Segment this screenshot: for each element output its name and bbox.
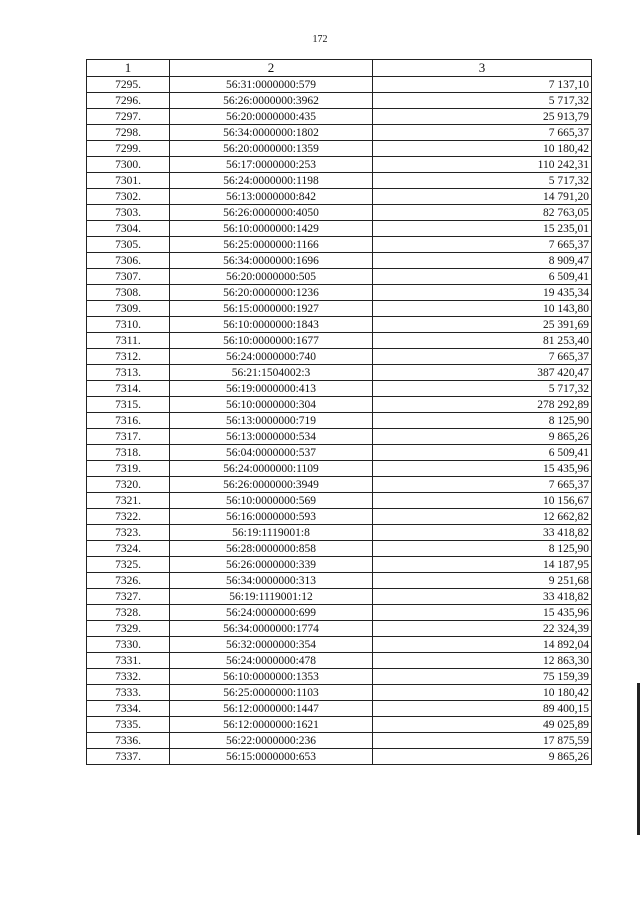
cadastral-number-cell: 56:34:0000000:1774 [170,621,373,637]
page-number: 172 [312,34,328,45]
row-number-cell: 7304. [87,221,170,237]
cadastral-number-cell: 56:12:0000000:1621 [170,717,373,733]
value-cell: 6 509,41 [373,269,592,285]
row-number-cell: 7312. [87,349,170,365]
value-cell: 8 125,90 [373,413,592,429]
cadastral-number-cell: 56:13:0000000:842 [170,189,373,205]
row-number-cell: 7295. [87,77,170,93]
table-row [87,381,592,397]
table-row [87,717,592,733]
table-row [87,621,592,637]
row-number-cell: 7305. [87,237,170,253]
cadastral-number-cell: 56:10:0000000:1429 [170,221,373,237]
cadastral-number-cell: 56:16:0000000:593 [170,509,373,525]
cadastral-number-cell: 56:20:0000000:435 [170,109,373,125]
table-row [87,397,592,413]
row-number-cell: 7313. [87,365,170,381]
value-cell: 9 865,26 [373,429,592,445]
cadastral-number-cell: 56:13:0000000:534 [170,429,373,445]
cadastral-number-cell: 56:10:0000000:569 [170,493,373,509]
cadastral-number-cell: 56:20:0000000:1236 [170,285,373,301]
value-cell: 8 909,47 [373,253,592,269]
table-row [87,173,592,189]
value-cell: 19 435,34 [373,285,592,301]
value-cell: 10 180,42 [373,685,592,701]
value-cell: 12 662,82 [373,509,592,525]
table-row [87,221,592,237]
row-number-cell: 7303. [87,205,170,221]
value-cell: 14 791,20 [373,189,592,205]
cadastral-number-cell: 56:17:0000000:253 [170,157,373,173]
column-header-2: 2 [170,60,373,77]
table-row [87,109,592,125]
value-cell: 33 418,82 [373,525,592,541]
row-number-cell: 7296. [87,93,170,109]
table-header-row [87,60,592,77]
row-number-cell: 7324. [87,541,170,557]
row-number-cell: 7331. [87,653,170,669]
cadastral-number-cell: 56:15:0000000:653 [170,749,373,765]
value-cell: 14 892,04 [373,637,592,653]
value-cell: 17 875,59 [373,733,592,749]
row-number-cell: 7334. [87,701,170,717]
table-row [87,525,592,541]
value-cell: 5 717,32 [373,93,592,109]
cadastral-number-cell: 56:25:0000000:1103 [170,685,373,701]
table-row [87,573,592,589]
row-number-cell: 7319. [87,461,170,477]
row-number-cell: 7318. [87,445,170,461]
row-number-cell: 7330. [87,637,170,653]
table-row [87,541,592,557]
table-row [87,493,592,509]
row-number-cell: 7307. [87,269,170,285]
value-cell: 10 180,42 [373,141,592,157]
row-number-cell: 7315. [87,397,170,413]
cadastral-number-cell: 56:19:0000000:413 [170,381,373,397]
cadastral-number-cell: 56:26:0000000:3949 [170,477,373,493]
table-row [87,253,592,269]
table-row [87,77,592,93]
cadastral-number-cell: 56:20:0000000:1359 [170,141,373,157]
row-number-cell: 7302. [87,189,170,205]
row-number-cell: 7333. [87,685,170,701]
row-number-cell: 7301. [87,173,170,189]
cadastral-number-cell: 56:32:0000000:354 [170,637,373,653]
column-header-1: 1 [87,60,170,77]
table-row [87,349,592,365]
value-cell: 22 324,39 [373,621,592,637]
row-number-cell: 7299. [87,141,170,157]
table-row [87,701,592,717]
table-row [87,189,592,205]
row-number-cell: 7328. [87,605,170,621]
cadastral-number-cell: 56:24:0000000:740 [170,349,373,365]
value-cell: 10 143,80 [373,301,592,317]
table-row [87,653,592,669]
cadastral-number-cell: 56:10:0000000:304 [170,397,373,413]
row-number-cell: 7337. [87,749,170,765]
cadastral-number-cell: 56:34:0000000:313 [170,573,373,589]
row-number-cell: 7335. [87,717,170,733]
table-row [87,477,592,493]
value-cell: 7 137,10 [373,77,592,93]
value-cell: 15 235,01 [373,221,592,237]
cadastral-number-cell: 56:12:0000000:1447 [170,701,373,717]
table-row [87,285,592,301]
table-row [87,365,592,381]
table-row [87,125,592,141]
value-cell: 25 391,69 [373,317,592,333]
cadastral-number-cell: 56:26:0000000:4050 [170,205,373,221]
value-cell: 75 159,39 [373,669,592,685]
value-cell: 7 665,37 [373,349,592,365]
value-cell: 14 187,95 [373,557,592,573]
value-cell: 110 242,31 [373,157,592,173]
table-row [87,413,592,429]
cadastral-number-cell: 56:24:0000000:1198 [170,173,373,189]
value-cell: 9 865,26 [373,749,592,765]
cadastral-number-cell: 56:13:0000000:719 [170,413,373,429]
cadastral-number-cell: 56:34:0000000:1802 [170,125,373,141]
row-number-cell: 7310. [87,317,170,333]
table-row [87,429,592,445]
row-number-cell: 7298. [87,125,170,141]
cadastral-number-cell: 56:20:0000000:505 [170,269,373,285]
table-row [87,301,592,317]
value-cell: 49 025,89 [373,717,592,733]
table-row [87,93,592,109]
cadastral-number-cell: 56:19:1119001:8 [170,525,373,541]
value-cell: 33 418,82 [373,589,592,605]
cadastral-number-cell: 56:25:0000000:1166 [170,237,373,253]
row-number-cell: 7325. [87,557,170,573]
table-row [87,141,592,157]
value-cell: 25 913,79 [373,109,592,125]
cadastral-number-cell: 56:24:0000000:1109 [170,461,373,477]
cadastral-number-cell: 56:28:0000000:858 [170,541,373,557]
value-cell: 89 400,15 [373,701,592,717]
row-number-cell: 7316. [87,413,170,429]
table-row [87,589,592,605]
table-row [87,237,592,253]
table-row [87,669,592,685]
value-cell: 15 435,96 [373,461,592,477]
row-number-cell: 7317. [87,429,170,445]
table-row [87,157,592,173]
row-number-cell: 7322. [87,509,170,525]
table-body [87,77,592,765]
table-row [87,205,592,221]
row-number-cell: 7327. [87,589,170,605]
cadastral-number-cell: 56:10:0000000:1843 [170,317,373,333]
value-cell: 278 292,89 [373,397,592,413]
value-cell: 6 509,41 [373,445,592,461]
cadastral-number-cell: 56:22:0000000:236 [170,733,373,749]
value-cell: 5 717,32 [373,173,592,189]
value-cell: 7 665,37 [373,237,592,253]
cadastral-number-cell: 56:19:1119001:12 [170,589,373,605]
value-cell: 12 863,30 [373,653,592,669]
row-number-cell: 7332. [87,669,170,685]
table-row [87,733,592,749]
table-row [87,333,592,349]
row-number-cell: 7308. [87,285,170,301]
value-cell: 387 420,47 [373,365,592,381]
value-cell: 81 253,40 [373,333,592,349]
row-number-cell: 7306. [87,253,170,269]
value-cell: 8 125,90 [373,541,592,557]
table-row [87,317,592,333]
cadastral-number-cell: 56:15:0000000:1927 [170,301,373,317]
table-row [87,509,592,525]
row-number-cell: 7300. [87,157,170,173]
row-number-cell: 7329. [87,621,170,637]
cadastral-number-cell: 56:10:0000000:1677 [170,333,373,349]
cadastral-number-cell: 56:24:0000000:699 [170,605,373,621]
row-number-cell: 7311. [87,333,170,349]
row-number-cell: 7297. [87,109,170,125]
value-cell: 7 665,37 [373,477,592,493]
value-cell: 82 763,05 [373,205,592,221]
table-row [87,605,592,621]
cadastral-number-cell: 56:24:0000000:478 [170,653,373,669]
row-number-cell: 7320. [87,477,170,493]
row-number-cell: 7323. [87,525,170,541]
value-cell: 5 717,32 [373,381,592,397]
table-row [87,445,592,461]
cadastral-number-cell: 56:21:1504002:3 [170,365,373,381]
row-number-cell: 7336. [87,733,170,749]
cadastral-number-cell: 56:04:0000000:537 [170,445,373,461]
cadastral-number-cell: 56:34:0000000:1696 [170,253,373,269]
row-number-cell: 7326. [87,573,170,589]
row-number-cell: 7314. [87,381,170,397]
row-number-cell: 7321. [87,493,170,509]
table-row [87,685,592,701]
table-row [87,637,592,653]
cadastral-number-cell: 56:26:0000000:3962 [170,93,373,109]
value-cell: 9 251,68 [373,573,592,589]
cadastral-number-cell: 56:10:0000000:1353 [170,669,373,685]
cadastral-number-cell: 56:31:0000000:579 [170,77,373,93]
cadastral-number-cell: 56:26:0000000:339 [170,557,373,573]
column-header-3: 3 [373,60,592,77]
value-cell: 10 156,67 [373,493,592,509]
table-row [87,749,592,765]
table-row [87,557,592,573]
value-cell: 15 435,96 [373,605,592,621]
row-number-cell: 7309. [87,301,170,317]
table-row [87,269,592,285]
value-cell: 7 665,37 [373,125,592,141]
data-table [86,59,592,765]
table-row [87,461,592,477]
